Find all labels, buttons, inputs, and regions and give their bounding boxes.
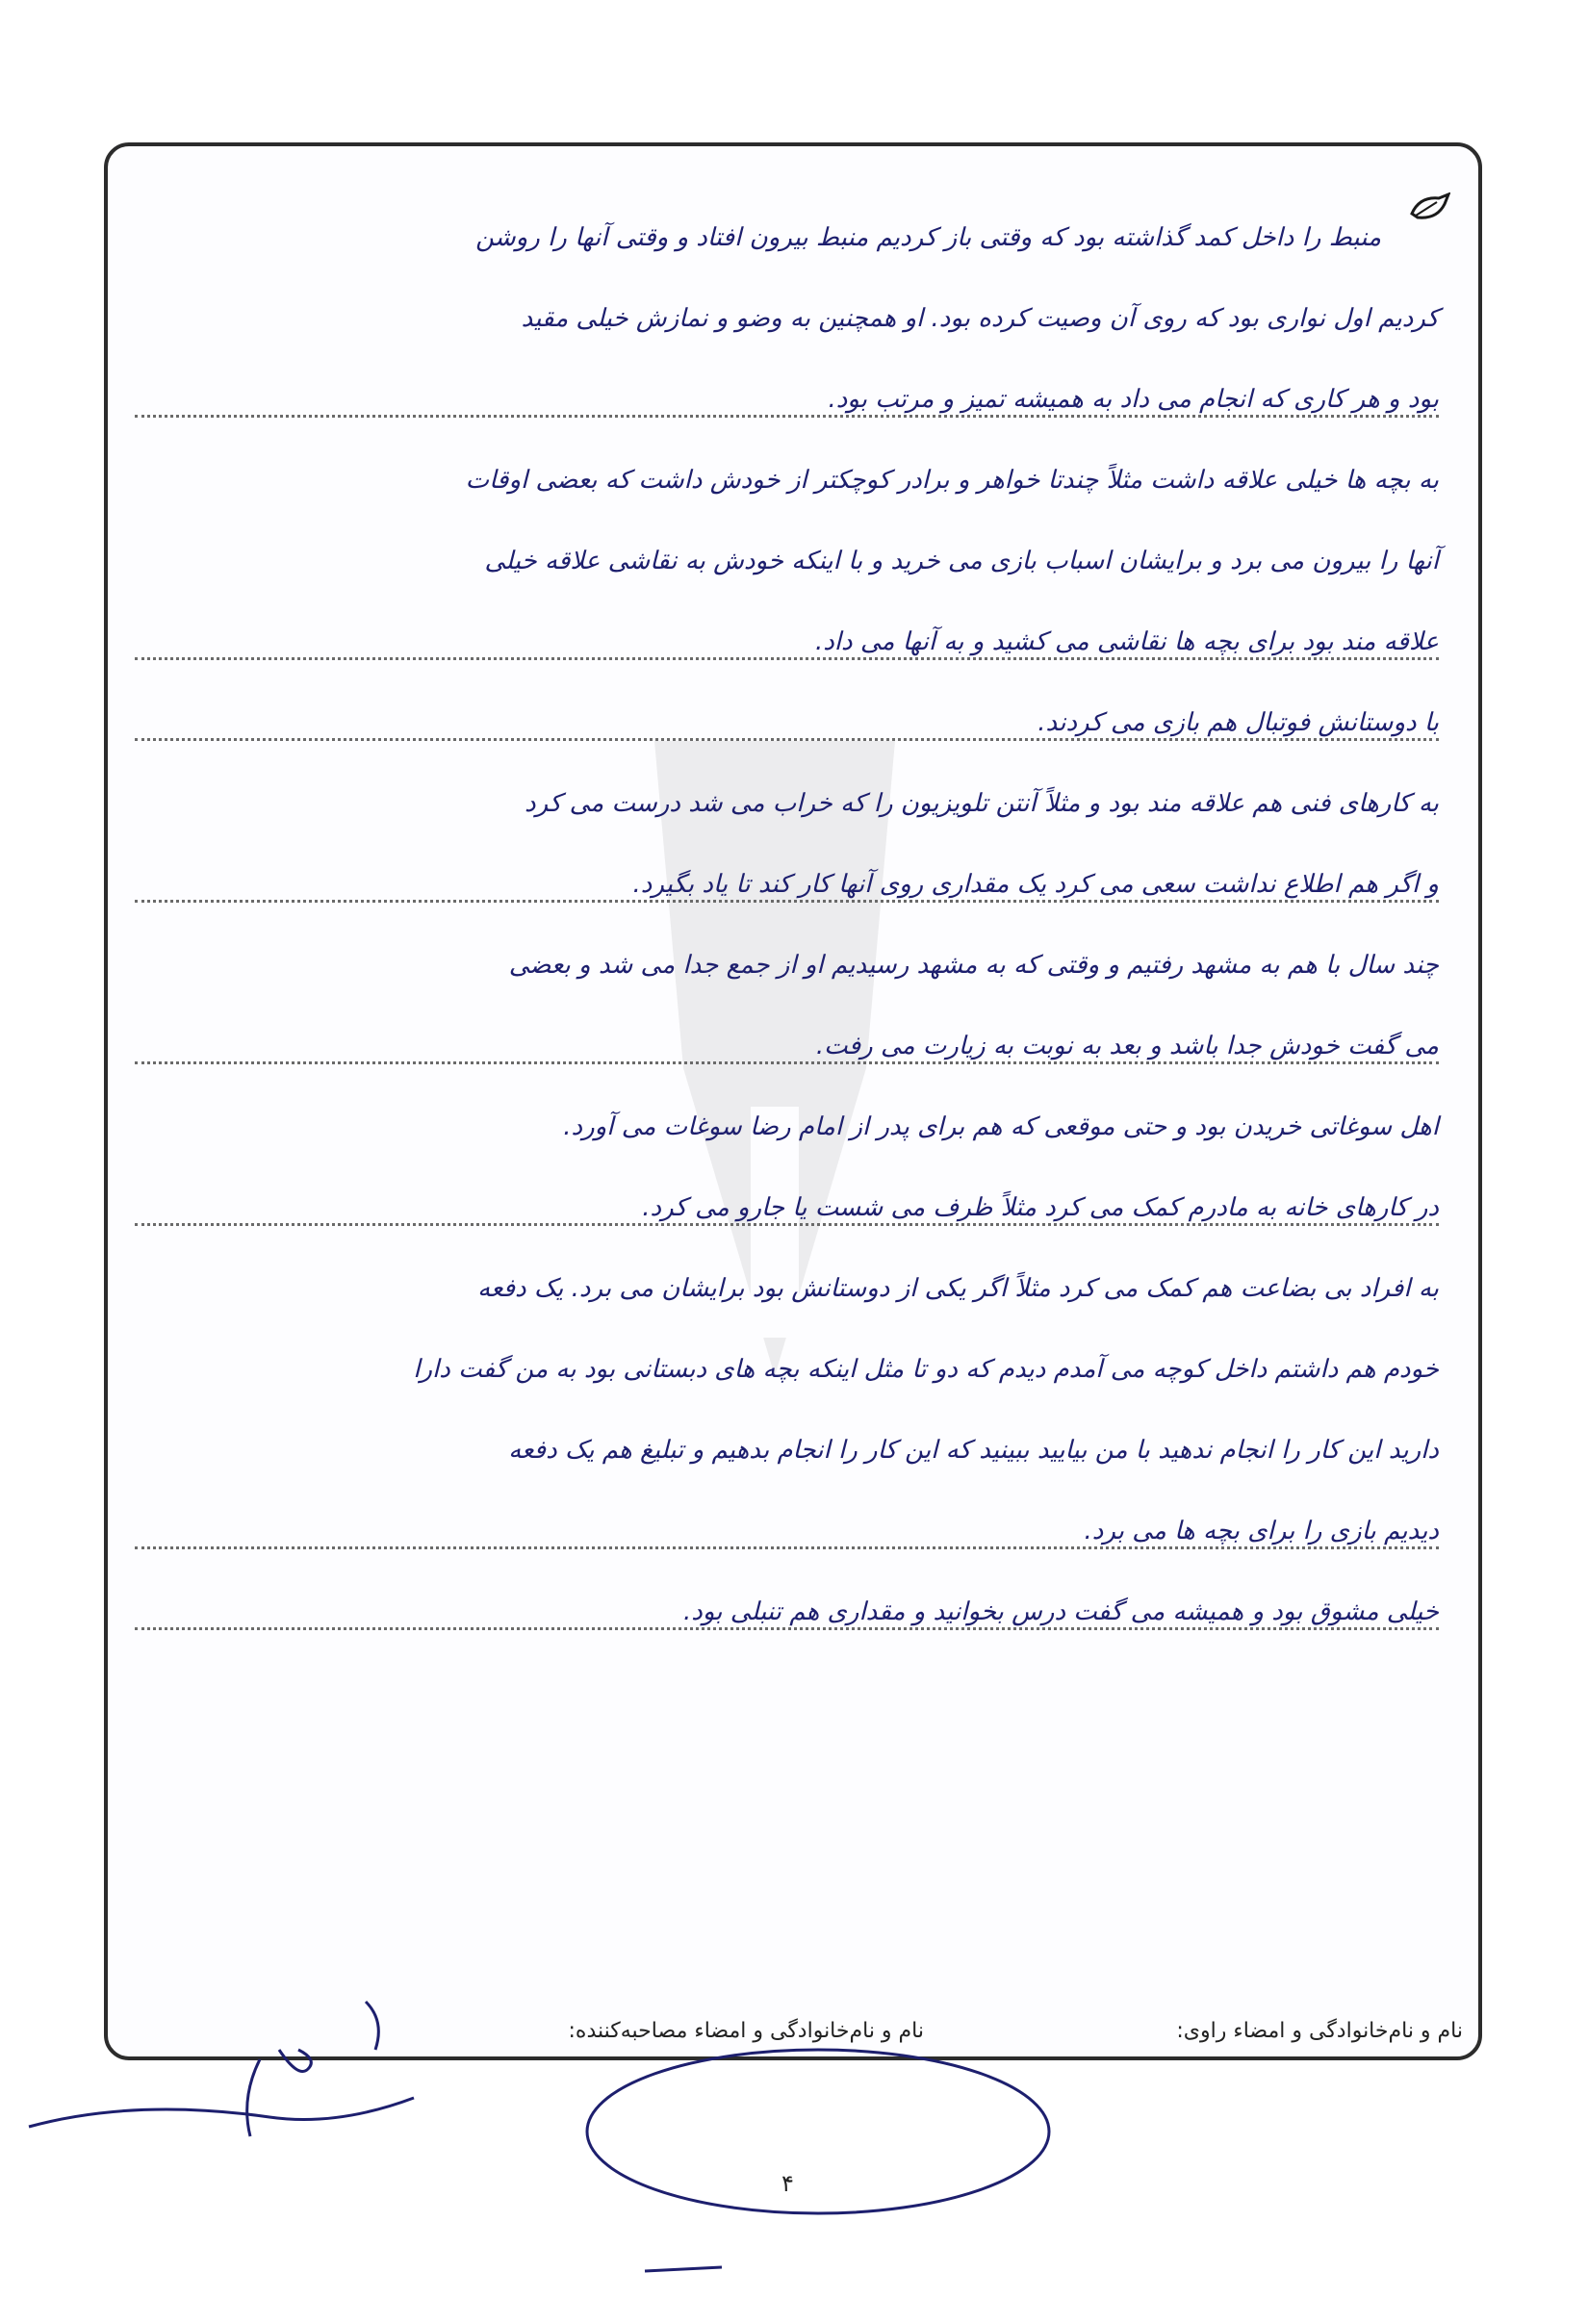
- text-line: اهل سوغاتی خریدن بود و حتی موقعی که هم برای پدر از امام رضا سوغات می آورد.: [563, 1112, 1439, 1141]
- dotted-rule: [135, 738, 1439, 741]
- text-line: بود و هر کاری که انجام می داد به همیشه تمیز و مرتب بود.: [135, 350, 1439, 431]
- text-line: آنها را بیرون می برد و برایشان اسباب بازی می خرید و با اینکه خودش به نقاشی علاقه خیلی: [484, 547, 1439, 575]
- text-line: در کارهای خانه به مادرم کمک می کرد مثلاً ظرف می شست یا جارو می کرد.: [135, 1159, 1439, 1239]
- text-line: خیلی مشوق بود و همیشه می گفت درس بخوانید و مقداری هم تنبلی بود.: [135, 1563, 1439, 1644]
- dotted-rule: [135, 1061, 1439, 1064]
- dotted-rule: [135, 900, 1439, 903]
- text-line: به افراد بی بضاعت هم کمک می کرد مثلاً اگر یکی از دوستانش بود برایشان می برد. یک دفعه: [477, 1274, 1439, 1303]
- text-line: دیدیم بازی را برای بچه ها می برد.: [135, 1482, 1439, 1563]
- text-line: به بچه ها خیلی علاقه داشت مثلاً چندتا خواهر و برادر کوچکتر از خودش داشت که بعضی اوقات: [465, 466, 1439, 495]
- interviewer-signature: [568, 2040, 1068, 2290]
- text-line: دارید این کار را انجام ندهید با من بیایید ببینید که این کار را انجام بدهیم و تبلیغ هم یک دفعه: [508, 1436, 1439, 1465]
- text-line: منبط را داخل کمد گذاشته بود که وقتی باز کردیم منبط بیرون افتاد و وقتی آنها را روشن: [475, 223, 1381, 252]
- text-line: و اگر هم اطلاع نداشت سعی می کرد یک مقداری روی آنها کار کند تا یاد بگیرد.: [135, 835, 1439, 916]
- text-line: خودم هم داشتم داخل کوچه می آمدم دیدم که دو تا مثل اینکه بچه های دبستانی بود به من گفت دارا: [413, 1355, 1439, 1384]
- narrator-signature-label: نام و نام‌خانوادگی و امضاء راوی:: [1176, 2019, 1463, 2043]
- page-number: ۴: [781, 2170, 794, 2197]
- dotted-rule: [135, 657, 1439, 660]
- narrator-signature: [19, 1982, 520, 2156]
- dotted-rule: [135, 415, 1439, 418]
- text-line: به کارهای فنی هم علاقه مند بود و مثلاً آنتن تلویزیون را که خراب می شد درست می کرد: [525, 789, 1439, 818]
- interviewer-signature-label: نام و نام‌خانوادگی و امضاء مصاحبه‌کننده:: [568, 2019, 924, 2043]
- text-line: چند سال با هم به مشهد رفتیم و وقتی که به مشهد رسیدیم او از جمع جدا می شد و بعضی: [508, 951, 1439, 980]
- dotted-rule: [135, 1546, 1439, 1549]
- text-line: با دوستانش فوتبال هم بازی می کردند.: [135, 674, 1439, 754]
- interview-text: [135, 189, 1439, 1644]
- text-line: می گفت خودش جدا باشد و بعد به نوبت به زیارت می رفت.: [135, 997, 1439, 1078]
- dotted-rule: [135, 1627, 1439, 1630]
- text-line: کردیم اول نواری بود که روی آن وصیت کرده بود. او همچنین به وضو و نمازش خیلی مقید: [521, 304, 1439, 333]
- text-line: علاقه مند بود برای بچه ها نقاشی می کشید و به آنها می داد.: [135, 593, 1439, 674]
- dotted-rule: [135, 1223, 1439, 1226]
